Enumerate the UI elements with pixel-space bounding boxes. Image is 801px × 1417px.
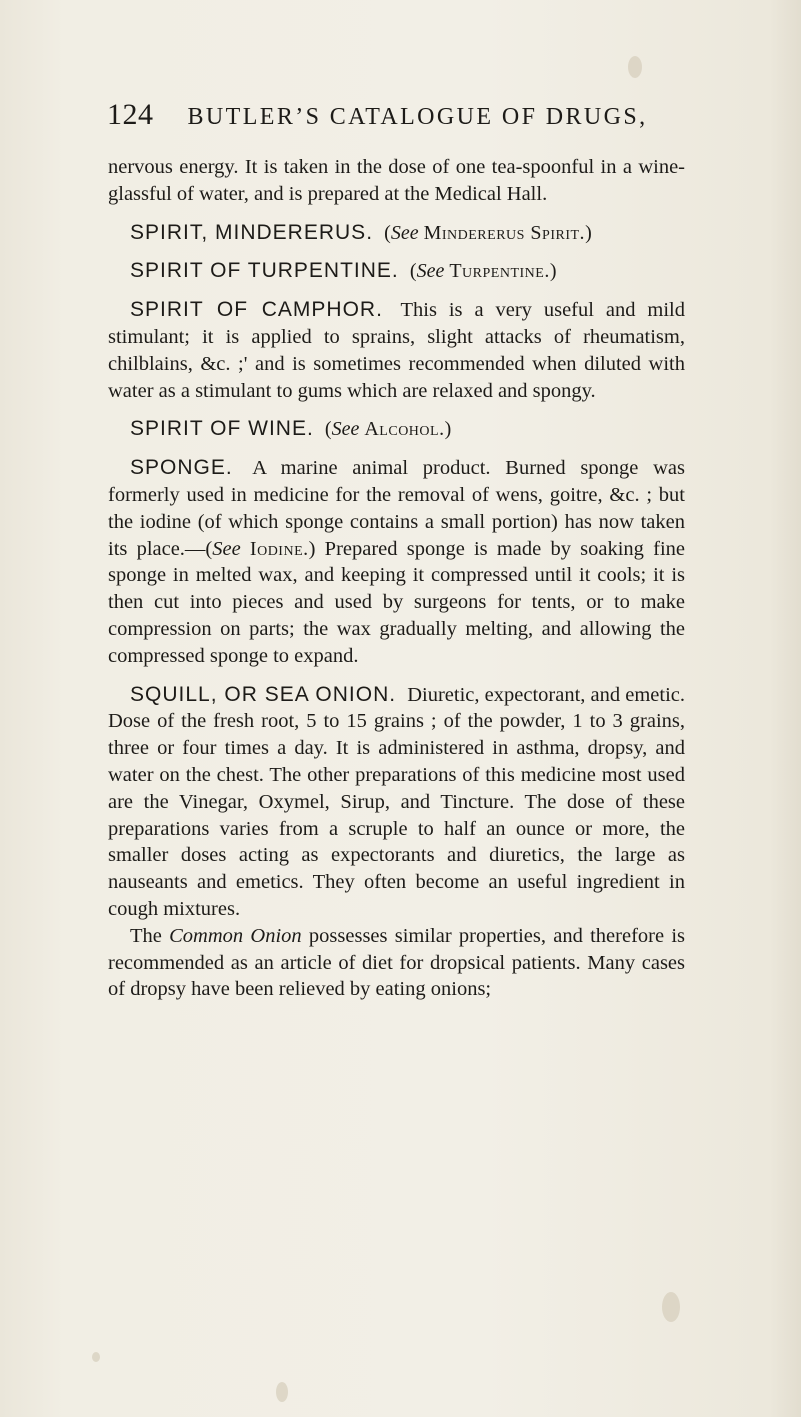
paper-blemish: [92, 1352, 100, 1362]
running-head: [107, 98, 707, 138]
entry-heading: SPIRIT OF TURPENTINE.: [130, 259, 399, 283]
entry-text: Diuretic, expectorant, and emetic. Dose of the fresh root, 5 to 15 grains ; of the powder, 1 to 3 grains, three or four times a day. It is administered in asthma, dropsy, and water on the chest. The other preparations of this medicine most used are the Vinegar, Oxymel, Sirup, and Tincture. The dose of these preparations varies from a scruple to half an ounce or more, the smaller doses acting as expectorants and diuretics, the large as nauseants and emetics. They often become an useful ingredient in cough mixtures.: [108, 683, 686, 920]
entry-spirit-of-wine: [108, 416, 685, 443]
see-label: See: [390, 221, 419, 244]
page-body: [108, 154, 685, 1003]
cross-reference: (See Turpentine.): [409, 260, 557, 283]
reference-target: Mindererus Spirit.: [423, 221, 586, 244]
entry-spirit-of-camphor: [108, 297, 685, 404]
onion-text-before: The: [130, 924, 162, 947]
cross-reference: (See Alcohol.): [324, 418, 452, 441]
entry-text: A marine animal product. Burned sponge was formerly used in medicine for the removal of wens, goitre, &c. ; but the iodine (of which sponge contains a small portion) has now taken its place.—(: [108, 457, 685, 560]
entry-heading: SPIRIT OF CAMPHOR.: [130, 298, 383, 322]
entry-heading: SPIRIT, MINDERERUS.: [130, 220, 374, 244]
entry-heading: SQUILL, OR SEA ONION.: [130, 682, 397, 706]
see-label: See: [212, 537, 241, 560]
entry-heading: SPIRIT OF WINE.: [130, 417, 314, 441]
running-title: BUTLER’S CATALOGUE OF DRUGS,: [187, 104, 648, 130]
continuation-paragraph: [108, 154, 685, 208]
paper-blemish: [628, 56, 642, 78]
cross-reference: (See Mindererus Spirit.): [384, 221, 592, 244]
entry-sponge: [108, 455, 685, 669]
reference-target: Turpentine.: [449, 260, 550, 283]
reference-target: Alcohol.: [364, 418, 445, 441]
entry-text-continued: ) Prepared sponge is made by soaking fine sponge in melted wax, and keeping it compressed until it cools; it is then cut into pieces and used by surgeons for tents, or to make compression on parts; the wax gradually melting, and allowing the compressed sponge to expand.: [108, 537, 685, 667]
page-number: 124: [107, 98, 154, 131]
reference-target: Iodine.: [249, 537, 309, 560]
see-label: See: [416, 260, 445, 283]
onion-text-after: possesses similar properties, and therefore is recommended as an article of diet for dropsical patients. Many cases of dropsy have been relieved by eating onions;: [108, 924, 685, 1001]
entry-spirit-mindererus: [108, 220, 685, 247]
entry-text: This is a very useful and mild stimulant; it is applied to sprains, slight attacks of rheumatism, chilblains, &c. ;' and is sometimes recommended when diluted with water as a stimulant to gums which are relaxed and spongy.: [108, 299, 685, 402]
paper-blemish: [276, 1382, 288, 1402]
onion-name-italic: Common Onion: [169, 924, 302, 947]
paper-blemish: [662, 1292, 680, 1322]
see-label: See: [331, 418, 360, 441]
entry-squill-onion-paragraph: [108, 923, 685, 1003]
entry-heading: SPONGE.: [130, 456, 233, 480]
entry-spirit-of-turpentine: [108, 258, 685, 285]
continuation-text: nervous energy. It is taken in the dose of one tea-spoonful in a wine-glassful of water, and is prepared at the Medical Hall.: [108, 156, 685, 205]
entry-squill: [108, 682, 685, 923]
